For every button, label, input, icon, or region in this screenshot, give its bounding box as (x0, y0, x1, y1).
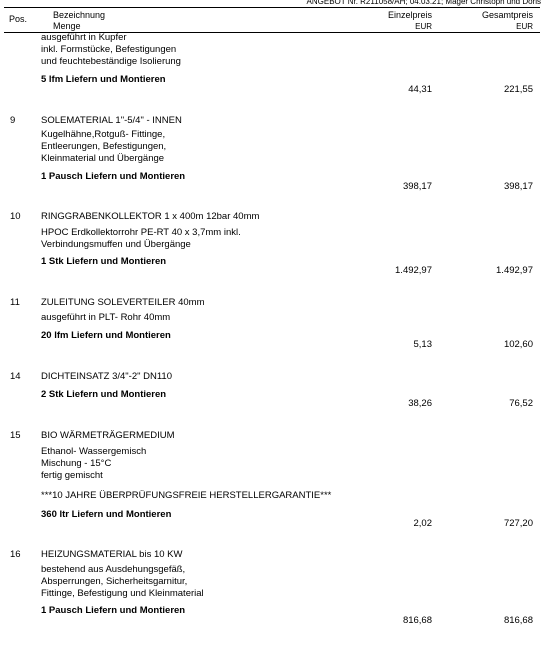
item-quantity: 2 Stk Liefern und Montieren (41, 389, 167, 400)
column-header-unit-currency: EUR (415, 22, 432, 31)
item-total-price: 398,17 (503, 181, 533, 192)
item-quantity: 1 Pausch Liefern und Montieren (41, 605, 186, 616)
item-quantity: 20 lfm Liefern und Montieren (41, 330, 171, 341)
column-header-pos: Pos. (9, 14, 28, 24)
item-description: Ethanol- Wassergemisch Mischung - 15°C fertig gemischt (41, 446, 147, 481)
item-unit-price: 398,17 (402, 181, 432, 192)
column-header-total-price: Gesamtpreis (481, 10, 533, 20)
item-total-price: 727,20 (503, 518, 533, 529)
item-description: ausgeführt in PLT- Rohr 40mm (41, 312, 171, 323)
item-unit-price: 1.492,97 (395, 265, 432, 276)
item-unit-price: 5,13 (413, 339, 432, 350)
column-header-unit-price: Einzelpreis (387, 10, 432, 20)
item-position: 14 (10, 371, 21, 382)
column-header-description: Bezeichnung (53, 10, 106, 20)
item-description: Kugelhähne,Rotguß- Fittinge, Entleerungen, Befestigungen, Kleinmaterial und Übergänge (41, 129, 167, 164)
item-quantity: 1 Stk Liefern und Montieren (41, 256, 167, 267)
item-unit-price: 2,02 (413, 518, 432, 529)
item-title: SOLEMATERIAL 1"-5/4" - INNEN (41, 115, 182, 126)
item-title: DICHTEINSATZ 3/4"-2" DN110 (41, 371, 172, 382)
item-note: ***10 JAHRE ÜBERPRÜFUNGSFREIE HERSTELLERGARANTIE*** (41, 490, 332, 501)
item-unit-price: 38,26 (408, 398, 432, 409)
document-reference: ANGEBOT Nr. R211058/AH; 04.03.21; Mager Christoph und Doris (306, 0, 541, 6)
item-unit-price: 816,68 (402, 615, 432, 626)
item-description: HPOC Erdkollektorrohr PE-RT 40 x 3,7mm inkl. Verbindungsmuffen und Übergänge (41, 227, 241, 250)
item-position: 15 (10, 430, 21, 441)
item-quantity: 1 Pausch Liefern und Montieren (41, 171, 186, 182)
item-title: RINGGRABENKOLLEKTOR 1 x 400m 12bar 40mm (41, 211, 260, 222)
item-quantity: 5 lfm Liefern und Montieren (41, 74, 166, 85)
column-header-quantity: Menge (53, 21, 81, 31)
item-quantity: 360 ltr Liefern und Montieren (41, 509, 172, 520)
item-title: HEIZUNGSMATERIAL bis 10 KW (41, 549, 183, 560)
item-total-price: 816,68 (503, 615, 533, 626)
item-position: 10 (10, 211, 21, 222)
item-position: 9 (10, 115, 16, 126)
item-unit-price: 44,31 (408, 84, 432, 95)
item-description: bestehend aus Ausdehungsgefäß, Absperrungen, Sicherheitsgarnitur, Fittinge, Befestigung und Kleinmaterial (41, 564, 204, 599)
item-title: ZULEITUNG SOLEVERTEILER 40mm (41, 297, 205, 308)
item-total-price: 102,60 (503, 339, 533, 350)
item-position: 16 (10, 549, 21, 560)
item-total-price: 1.492,97 (496, 265, 533, 276)
item-position: 11 (10, 297, 20, 308)
item-title: BIO WÄRMETRÄGERMEDIUM (41, 430, 175, 441)
item-total-price: 221,55 (503, 84, 533, 95)
column-header-total-currency: EUR (516, 22, 533, 31)
item-description: ausgeführt in Kupfer inkl. Formstücke, Befestigungen und feuchtebeständige Isolierung (41, 32, 181, 67)
header-top-rule (4, 7, 540, 8)
item-total-price: 76,52 (509, 398, 533, 409)
